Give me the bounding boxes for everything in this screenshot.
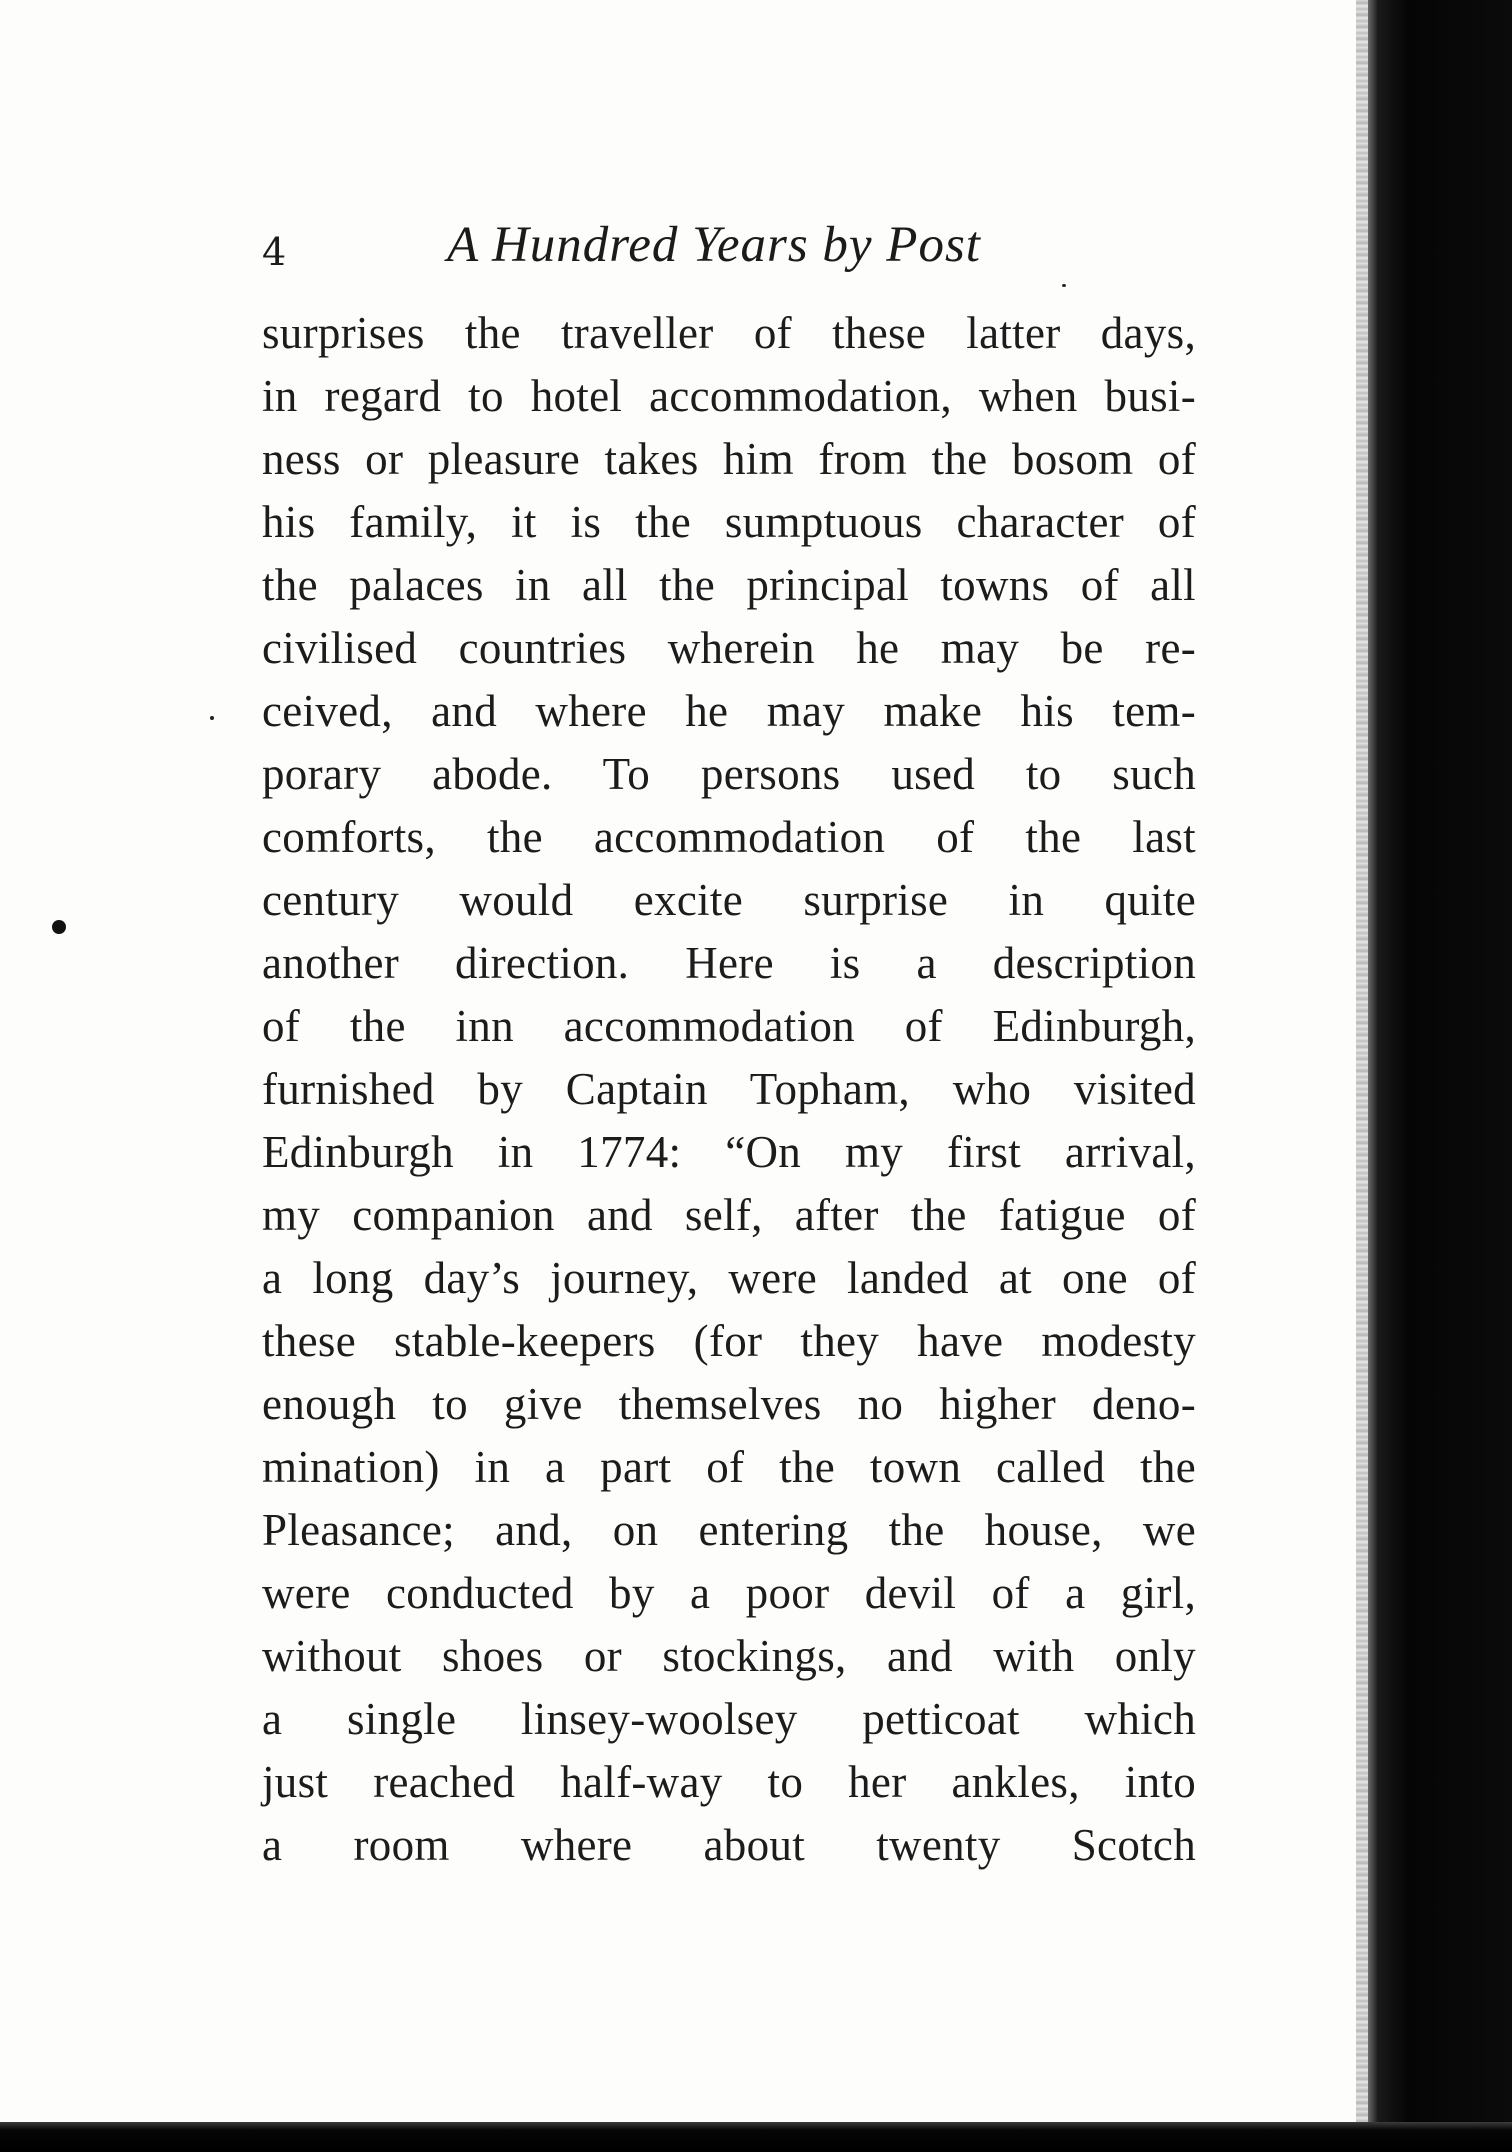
page-number: 4 — [262, 230, 287, 274]
page-header — [262, 210, 1202, 274]
text-line: century would excite surprise in quite — [262, 875, 1196, 925]
scan-speck — [1062, 284, 1066, 287]
text-line: civilised countries wherein he may be re- — [262, 623, 1196, 673]
text-line: in regard to hotel accommodation, when busi- — [262, 371, 1196, 421]
text-line: enough to give themselves no higher deno- — [262, 1379, 1196, 1429]
text-line: a single linsey-woolsey petticoat which — [262, 1694, 1196, 1744]
text-line: Pleasance; and, on entering the house, we — [262, 1505, 1196, 1555]
text-line: of the inn accommodation of Edinburgh, — [262, 1001, 1196, 1051]
running-title: A Hundred Years by Post — [447, 217, 981, 273]
scan-speck — [210, 716, 214, 720]
text-line: ness or pleasure takes him from the bosom of — [262, 434, 1196, 484]
text-line: mination) in a part of the town called the — [262, 1442, 1196, 1492]
body-text — [262, 302, 1196, 1877]
text-line: Edinburgh in 1774: “On my first arrival, — [262, 1127, 1196, 1177]
text-line: were conducted by a poor devil of a girl, — [262, 1568, 1196, 1618]
scan-speck — [52, 920, 66, 934]
text-line: furnished by Captain Topham, who visited — [262, 1064, 1196, 1114]
text-line: comforts, the accommodation of the last — [262, 812, 1196, 862]
text-line: the palaces in all the principal towns of all — [262, 560, 1196, 610]
text-line: another direction. Here is a description — [262, 938, 1196, 988]
text-line: a long day’s journey, were landed at one of — [262, 1253, 1196, 1303]
text-line: ceived, and where he may make his tem- — [262, 686, 1196, 736]
text-line: my companion and self, after the fatigue of — [262, 1190, 1196, 1240]
text-line: surprises the traveller of these latter days, — [262, 308, 1196, 358]
text-line: his family, it is the sumptuous character of — [262, 497, 1196, 547]
text-line: without shoes or stockings, and with only — [262, 1631, 1196, 1681]
text-line: a room where about twenty Scotch — [262, 1820, 1196, 1870]
text-line: just reached half-way to her ankles, into — [262, 1757, 1196, 1807]
scan-edge-right — [1368, 0, 1512, 2152]
text-line: these stable-keepers (for they have modesty — [262, 1316, 1196, 1366]
text-line: porary abode. To persons used to such — [262, 749, 1196, 799]
scan-edge-bottom — [0, 2122, 1512, 2152]
